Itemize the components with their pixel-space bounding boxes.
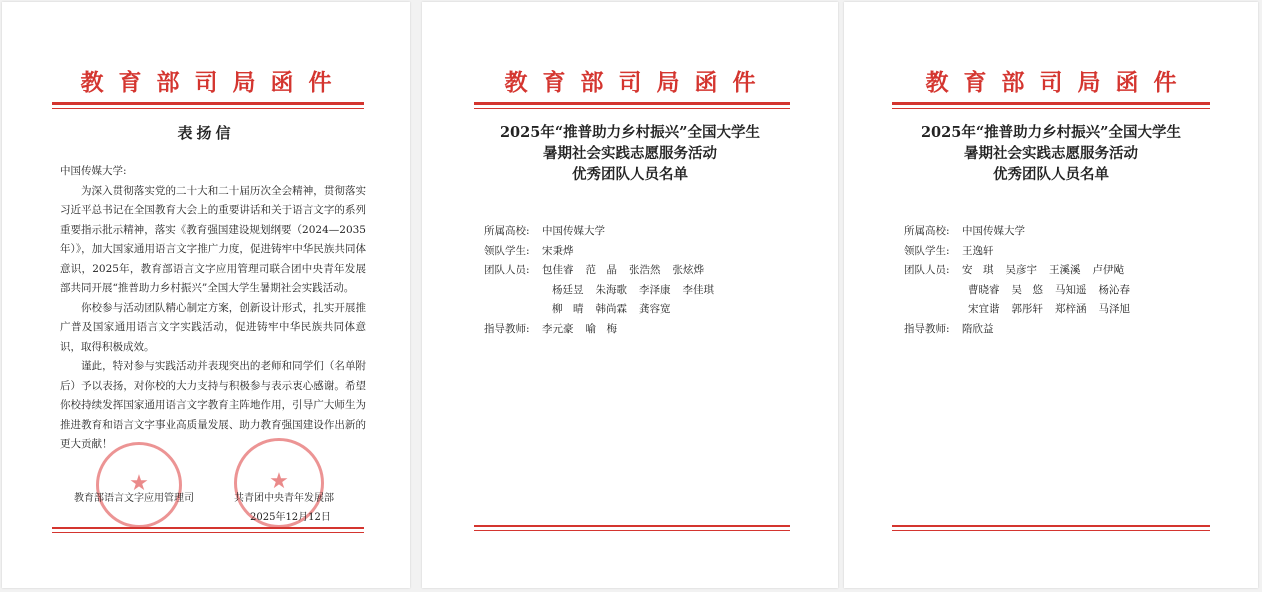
members-row [904, 281, 1142, 301]
teacher-name: 喻 梅 [585, 322, 617, 335]
leader-label: 领队学生: [484, 244, 530, 257]
members-row [484, 281, 726, 301]
school-row [484, 222, 726, 242]
member-name: 卢伊飐 [1092, 264, 1124, 276]
member-name: 吴彦宇 [1005, 264, 1037, 276]
official-seal-left: ★ [96, 442, 182, 528]
signer-left: 教育部语言文字应用管理司 [74, 493, 194, 504]
teacher-row [904, 320, 1142, 340]
title-line: 优秀团队人员名单 [572, 166, 688, 183]
member-name: 张炫烨 [672, 264, 704, 276]
school-value: 中国传媒大学 [962, 225, 1025, 237]
member-name: 吴 悠 [1011, 283, 1043, 296]
header-rule [52, 102, 364, 105]
paragraph: 为深入贯彻落实党的二十大和二十届历次全会精神，贯彻落实习近平总书记在全国教育大会上的重要讲话和关于语言文字的系列重要指示批示精神，落实《教育强国建设规划纲要（2024—2035年）》，加大国家通用语言文字推广力度，促进铸牢中华民族共同体意识，2025年，教育部语言文字应用管理司联合团中央青年发展部共同开展“推普助力乡村振兴”全国大学生暑期社会实践活动。 [60, 184, 366, 294]
school-label: 所属高校: [904, 225, 950, 237]
members-row [484, 300, 726, 320]
teacher-label: 指导教师: [484, 322, 530, 335]
footer-rule-thin [474, 530, 790, 531]
leader-row [904, 242, 1142, 262]
members-row [484, 261, 726, 281]
member-name: 李泽康 [639, 283, 671, 296]
letterhead-title: 教育部司局函件 [504, 70, 771, 96]
letterhead-title: 教育部司局函件 [925, 70, 1192, 96]
footer-rule-thin [52, 532, 364, 533]
document-page-commendation [2, 2, 410, 588]
teacher-label: 指导教师: [904, 322, 950, 335]
title-line: 暑期社会实践志愿服务活动 [543, 145, 717, 162]
official-seal-right: ★ [234, 438, 324, 528]
member-name: 杨廷昱 [552, 283, 584, 296]
leader-label: 领队学生: [904, 244, 950, 257]
document-page-roster-1 [422, 2, 838, 588]
title-line: 2025年“推普助力乡村振兴”全国大学生 [499, 124, 761, 141]
member-name: 包佳睿 [542, 264, 574, 276]
footer-rule [52, 527, 364, 529]
member-name: 郭彤轩 [1011, 303, 1043, 315]
title-line: 暑期社会实践志愿服务活动 [964, 145, 1138, 162]
paragraph: 你校参与活动团队精心制定方案，创新设计形式，扎实开展推广普及国家通用语言文字实践活动，促进铸牢中华民族共同体意识，取得积极成效。 [60, 301, 366, 353]
member-name: 马泽旭 [1098, 303, 1130, 315]
header-rule-thin [892, 108, 1210, 109]
letter-title: 表扬信 [177, 124, 235, 142]
leader-value: 王逸轩 [962, 244, 994, 257]
footer-rule-thin [892, 530, 1210, 531]
header-rule-thin [474, 108, 790, 109]
member-name: 朱海歌 [595, 283, 627, 296]
school-value: 中国传媒大学 [542, 225, 605, 237]
letter-date: 2025年12月12日 [250, 512, 331, 523]
signer-right: 共青团中央青年发展部 [234, 493, 334, 504]
footer-rule [474, 525, 790, 527]
school-label: 所属高校: [484, 225, 530, 237]
members-label: 团队人员: [484, 264, 530, 276]
teacher-row [484, 320, 726, 340]
members-label: 团队人员: [904, 264, 950, 276]
member-name: 柳 晴 [552, 303, 584, 315]
header-rule-thin [52, 108, 364, 109]
teacher-name: 隋欣益 [962, 322, 994, 335]
member-name: 张浩然 [629, 264, 661, 276]
roster-title [844, 122, 1258, 185]
member-name: 马知遥 [1055, 283, 1087, 296]
member-name: 安 琪 [962, 264, 994, 276]
header-rule [892, 102, 1210, 105]
member-name: 曹晓睿 [968, 283, 1000, 296]
leader-value: 宋秉烨 [542, 244, 574, 257]
document-page-roster-2 [844, 2, 1258, 588]
roster-list [484, 222, 726, 339]
roster-list [904, 222, 1142, 339]
member-name: 王溪溪 [1049, 264, 1081, 276]
footer-rule [892, 525, 1210, 527]
title-line: 优秀团队人员名单 [993, 166, 1109, 183]
member-name: 杨沁春 [1098, 283, 1130, 296]
member-name: 范 晶 [585, 264, 617, 276]
letter-body [60, 162, 366, 455]
teacher-name: 李元豪 [542, 322, 574, 335]
paragraph: 谨此，特对参与实践活动并表现突出的老师和同学们（名单附后）予以表扬，对你校的大力支持与积极参与表示衷心感谢。希望你校持续发挥国家通用语言文字教育主阵地作用，引导广大师生为推进教育和语言文字事业高质量发展、助力教育强国建设作出新的更大贡献！ [60, 360, 366, 450]
members-row [904, 261, 1142, 281]
member-name: 李佳琪 [682, 283, 714, 296]
member-name: 龚容宽 [639, 303, 671, 315]
member-name: 韩尚霖 [595, 303, 627, 315]
members-row [904, 300, 1142, 320]
letterhead-title: 教育部司局函件 [80, 70, 347, 96]
title-line: 2025年“推普助力乡村振兴”全国大学生 [920, 124, 1182, 141]
member-name: 郑梓涵 [1055, 303, 1087, 315]
roster-title [422, 122, 838, 185]
member-name: 宋宜谐 [968, 303, 1000, 315]
header-rule [474, 102, 790, 105]
school-row [904, 222, 1142, 242]
leader-row [484, 242, 726, 262]
salutation: 中国传媒大学: [60, 165, 127, 177]
